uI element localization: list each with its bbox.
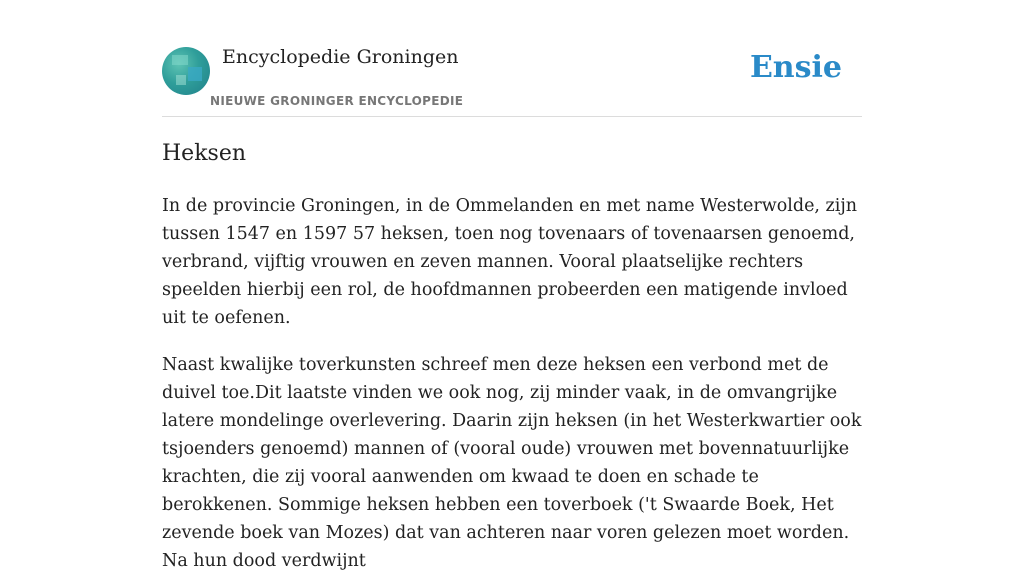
- logo-tile: [176, 75, 186, 85]
- ensie-brand-link[interactable]: Ensie: [749, 50, 842, 85]
- article-paragraph: In de provincie Groningen, in de Ommelanden en met name Westerwolde, zijn tussen 1547 en 1597 57 heksen, toen nog tovenaars of tovenaarsen genoemd, verbrand, vijftig vrouwen en zeven mannen. Vooral plaatselijke rechters speelden hierbij een rol, de hoofdmannen probeerden een matigende invloed uit te oefenen.: [162, 196, 858, 328]
- site-subtitle: NIEUWE GRONINGER ENCYCLOPEDIE: [210, 94, 464, 108]
- logo-tile: [172, 55, 188, 65]
- encyclopedia-logo-icon[interactable]: [162, 47, 210, 95]
- article: [162, 138, 862, 575]
- article-paragraph: Naast kwalijke toverkunsten schreef men deze heksen een verbond met de duivel toe.Dit laatste vinden we ook nog, zij minder vaak, in de omvangrijke latere mondelinge overlevering. Daarin zijn heksen (in het Westerkwartier ook tsjoenders genoemd) mannen of (vooral oude) vrouwen met bovennatuurlijke krachten, die zij vooral aanwenden om kwaad te doen en schade te berokkenen. Sommige heksen hebben een toverboek ('t Swaarde Boek, Het zevende boek van Mozes) dat van achteren naar voren gelezen moet worden. Na hun dood verdwijnt: [162, 355, 862, 571]
- site-header: [162, 0, 862, 117]
- article-title: Heksen: [162, 141, 247, 166]
- logo-tile: [188, 67, 202, 81]
- site-title-link[interactable]: Encyclopedie Groningen: [222, 46, 459, 68]
